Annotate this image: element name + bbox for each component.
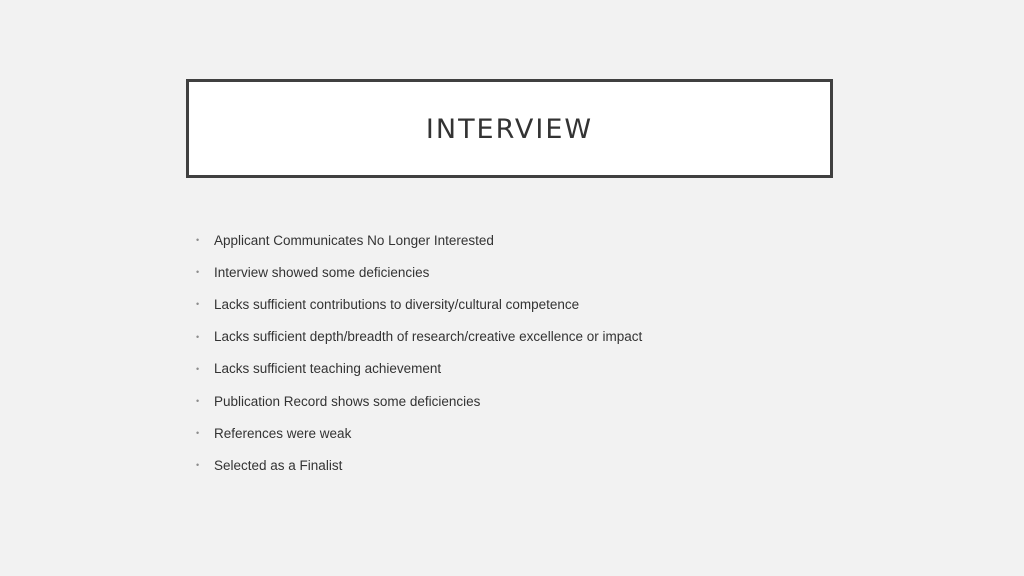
bullet-item bbox=[196, 417, 836, 449]
bullet-item bbox=[196, 288, 836, 320]
bullet-item bbox=[196, 224, 836, 256]
bullet-item bbox=[196, 321, 836, 353]
title-box bbox=[186, 79, 833, 178]
bullet-icon: • bbox=[196, 235, 200, 246]
bullet-text: Publication Record shows some deficiencies bbox=[214, 393, 481, 409]
bullet-icon: • bbox=[196, 460, 200, 471]
bullet-list bbox=[196, 224, 836, 482]
bullet-text: Interview showed some deficiencies bbox=[214, 264, 430, 280]
bullet-item bbox=[196, 353, 836, 385]
slide-title: INTERVIEW bbox=[425, 114, 594, 145]
bullet-item bbox=[196, 449, 836, 481]
bullet-text: Selected as a Finalist bbox=[214, 457, 343, 473]
bullet-icon: • bbox=[196, 363, 200, 374]
bullet-icon: • bbox=[196, 428, 200, 439]
bullet-text: Lacks sufficient teaching achievement bbox=[214, 361, 442, 377]
bullet-icon: • bbox=[196, 267, 200, 278]
bullet-text: References were weak bbox=[214, 425, 352, 441]
bullet-item bbox=[196, 385, 836, 417]
bullet-icon: • bbox=[196, 396, 200, 407]
bullet-text: Applicant Communicates No Longer Interested bbox=[214, 232, 494, 248]
bullet-item bbox=[196, 256, 836, 288]
bullet-text: Lacks sufficient contributions to diversity/cultural competence bbox=[214, 296, 580, 312]
bullet-icon: • bbox=[196, 331, 200, 342]
bullet-text: Lacks sufficient depth/breadth of research/creative excellence or impact bbox=[214, 329, 643, 345]
bullet-icon: • bbox=[196, 299, 200, 310]
